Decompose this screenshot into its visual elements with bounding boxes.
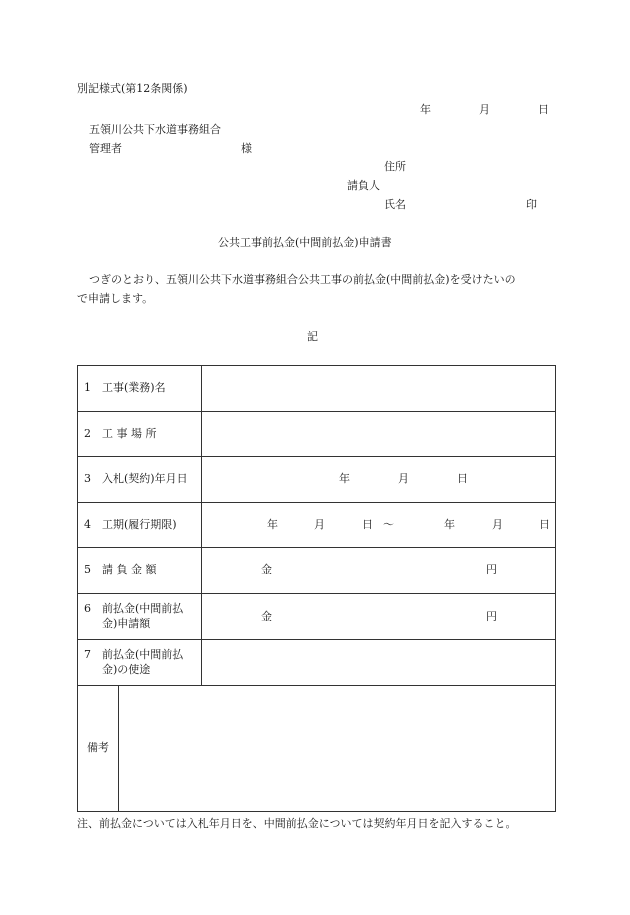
addressee-org: 五領川公共下水道事務組合	[89, 123, 221, 136]
period-end-day: 日	[539, 518, 550, 531]
label-cell	[78, 503, 202, 547]
date-day: 日	[538, 103, 549, 116]
row-project-name	[78, 366, 555, 412]
row-usage	[78, 640, 555, 686]
date-month: 月	[479, 103, 490, 116]
period-start-year: 年	[267, 518, 278, 531]
row-site	[78, 412, 555, 457]
document-title: 公共工事前払金(中間前払金)申請書	[218, 236, 392, 249]
period-end-year: 年	[444, 518, 455, 531]
advance-amount-label-1: 6 前払金(中間前払	[84, 602, 184, 615]
advance-yen: 円	[486, 610, 497, 623]
addressee-honorific: 様	[241, 142, 252, 155]
period-end-month: 月	[492, 518, 503, 531]
name-label: 氏名	[384, 198, 406, 211]
label-cell	[78, 366, 202, 411]
body-text-line2: で申請します。	[77, 292, 154, 305]
bid-year: 年	[339, 472, 350, 485]
site-label: 2 工 事 場 所	[84, 427, 157, 440]
period-tilde: ～	[383, 518, 394, 531]
label-cell	[78, 548, 202, 593]
contractor-role: 請負人	[347, 179, 380, 192]
address-label: 住所	[384, 160, 406, 173]
remarks-label: 備考	[87, 741, 109, 754]
contract-yen: 円	[486, 563, 497, 576]
bid-date-label: 3 入札(契約)年月日	[84, 472, 188, 485]
advance-amount-label-2: 金)申請額	[102, 617, 151, 630]
period-label: 4 工期(履行期限)	[84, 518, 177, 531]
contract-kin: 金	[261, 563, 272, 576]
body-text-line1: つぎのとおり、五領川公共下水道事務組合公共工事の前払金(中間前払金)を受けたいの	[89, 273, 516, 286]
contract-amount-label: 5 請 負 金 額	[84, 563, 157, 576]
seal-mark: 印	[526, 198, 537, 211]
row-contract-amount	[78, 548, 555, 594]
form-label: 別記様式(第12条関係)	[77, 82, 188, 95]
remarks-label-cell	[78, 686, 119, 811]
label-cell	[78, 457, 202, 502]
row-advance-amount	[78, 594, 555, 640]
footnote: 注、前払金については入札年月日を、中間前払金については契約年月日を記入すること。	[77, 817, 517, 830]
ki-heading: 記	[307, 330, 318, 343]
period-start-day: 日	[362, 518, 373, 531]
bid-month: 月	[398, 472, 409, 485]
advance-kin: 金	[261, 610, 272, 623]
label-cell	[78, 594, 202, 639]
usage-label-2: 金)の使途	[102, 663, 151, 676]
period-start-month: 月	[314, 518, 325, 531]
row-bid-date	[78, 457, 555, 503]
addressee-title: 管理者	[89, 142, 122, 155]
application-table	[77, 365, 556, 812]
row-period	[78, 503, 555, 548]
bid-day: 日	[457, 472, 468, 485]
date-year: 年	[420, 103, 431, 116]
label-cell	[78, 412, 202, 456]
project-name-label: 1 工事(業務)名	[84, 381, 166, 394]
label-cell	[78, 640, 202, 685]
usage-label-1: 7 前払金(中間前払	[84, 648, 184, 661]
